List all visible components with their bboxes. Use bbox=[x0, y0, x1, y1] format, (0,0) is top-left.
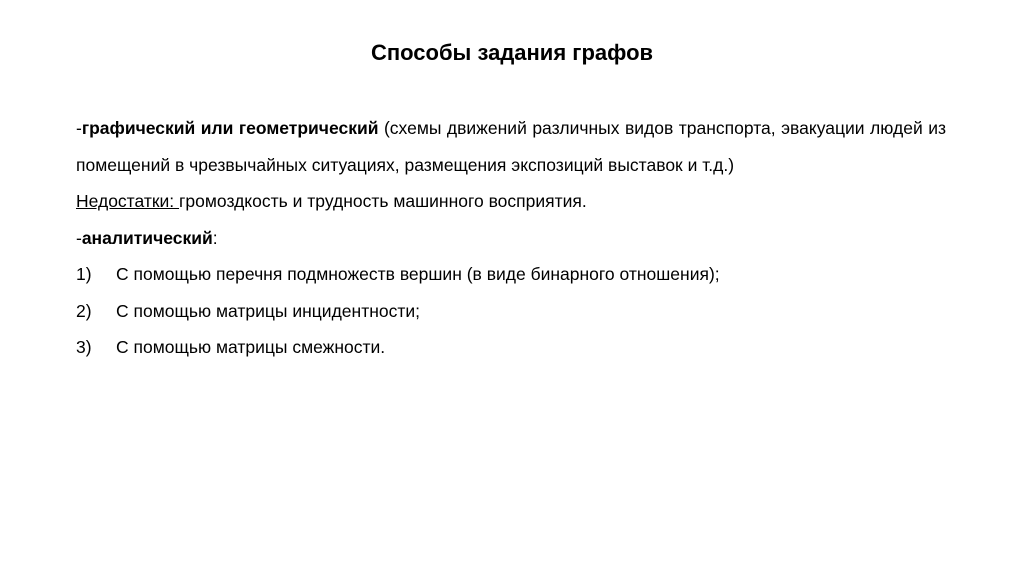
graphic-dash: - bbox=[76, 118, 82, 138]
graphic-method-paragraph bbox=[76, 110, 946, 183]
list-item-text: С помощью матрицы смежности. bbox=[116, 337, 386, 357]
list-item-text: С помощью матрицы инцидентности; bbox=[116, 300, 421, 321]
list-item bbox=[76, 293, 946, 330]
drawbacks-text: громоздкость и трудность машинного восприятия. bbox=[179, 191, 587, 211]
analytic-method-term: аналитический bbox=[81, 227, 213, 248]
slide-title: Способы задания графов bbox=[370, 40, 654, 65]
list-item bbox=[76, 256, 946, 293]
analytic-colon: : bbox=[212, 227, 218, 248]
analytic-dash: - bbox=[76, 227, 82, 248]
graphic-method-term: графический или геометрический bbox=[81, 118, 379, 138]
list-item-number: 3) bbox=[76, 337, 92, 357]
graphic-method-description: (схемы движений различных видов транспорта, эвакуации людей из помещений в чрезвычайных ситуациях, размещения экспозиций выставок и т.д.) bbox=[76, 118, 946, 175]
list-item-text: С помощью перечня подмножеств вершин (в виде бинарного отношения); bbox=[116, 264, 720, 284]
list-item-number: 1) bbox=[76, 264, 92, 284]
list-item bbox=[76, 329, 946, 366]
list-item-number: 2) bbox=[76, 300, 92, 321]
analytic-method-paragraph bbox=[76, 220, 946, 257]
drawbacks-paragraph bbox=[76, 183, 946, 220]
slide-content bbox=[76, 110, 946, 366]
drawbacks-label: Недостатки: bbox=[76, 191, 180, 211]
